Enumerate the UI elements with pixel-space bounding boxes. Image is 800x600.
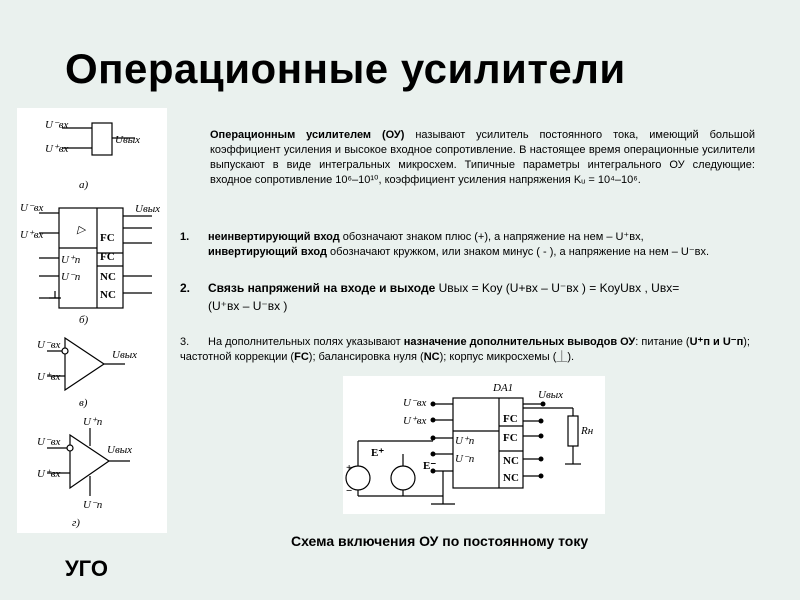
circuit-u-in-plus: U⁺вх <box>403 415 427 427</box>
inv-text: обозначают кружком, или знаком минус ( - ), а напряжение на нем – U⁻вх. <box>326 246 710 258</box>
ugo-diagrams <box>17 108 167 533</box>
ugo-label-g: г) <box>72 517 80 529</box>
circuit-u-out: Uвых <box>538 389 564 401</box>
circuit-diagram <box>343 376 605 514</box>
item-2-label: Связь напряжений на входе и выходе <box>208 281 436 295</box>
item-3-label: назначение дополнительных выводов ОУ <box>403 336 636 348</box>
ugo-label-v: в) <box>79 397 88 409</box>
circuit-e-plus: E⁺ <box>371 447 385 459</box>
ugo-b-u-in-plus: U⁺вх <box>20 229 44 241</box>
ugo-a-u-in-plus: U⁺вх <box>45 143 69 155</box>
ugo-label-a: а) <box>79 179 89 191</box>
item-3-text-d: ); балансировка нуля ( <box>308 351 424 363</box>
circuit-panel <box>343 376 605 514</box>
inv-label: инвертирующий вход <box>208 246 327 258</box>
circuit-da1: DA1 <box>493 382 514 394</box>
ugo-panel <box>17 108 167 533</box>
circuit-nc2: NC <box>503 472 519 484</box>
ugo-g-up-minus: U⁻п <box>83 499 103 511</box>
item-3-text-b: : питание ( <box>635 336 690 348</box>
page-title: Операционные усилители <box>65 45 626 92</box>
item-3-text-a: На дополнительных полях указывают <box>208 336 404 348</box>
ugo-b-fc1: FC <box>100 232 115 244</box>
ugo-label-b: б) <box>79 314 89 326</box>
ugo-g-u-in-minus: U⁻вх <box>37 436 61 448</box>
circuit-plus-sign: + <box>346 462 353 474</box>
ugo-g-u-out: Uвых <box>107 444 133 456</box>
intro-paragraph <box>210 128 755 188</box>
ugo-a-u-in-minus: U⁻вх <box>45 119 69 131</box>
ugo-a-u-out: Uвых <box>115 134 141 146</box>
circuit-fc2: FC <box>503 432 518 444</box>
circuit-fc1: FC <box>503 413 518 425</box>
ugo-label: УГО <box>65 556 108 581</box>
ugo-b-fc2: FC <box>100 251 115 263</box>
ugo-v-u-out: Uвых <box>112 349 138 361</box>
noninv-label: неинвертирующий вход <box>208 231 340 243</box>
ugo-b-nc1: NC <box>100 271 116 283</box>
item-2-formula1: Uвых = Kоу (U+вх – U⁻вх ) = KоуUвх , Uвх= <box>435 281 680 295</box>
list-item-1 <box>180 230 780 260</box>
intro-term: Операционным усилителем (ОУ) <box>210 129 405 141</box>
intro-text: называют усилитель постоянного тока, имеющий большой коэффициент усиления и высокое входное сопротивление. В настоящее время операционные усилители выпускают в виде интегральных микросхем. Типичные параметры интегрального ОУ следующие: входное сопротивление 10⁶–10¹⁰, коэффициент усиления напряжения Kᵤ = 10⁴–10⁶. <box>210 129 755 186</box>
ugo-b-u-in-minus: U⁻вх <box>20 202 44 214</box>
circuit-e-minus: E⁻ <box>423 460 437 472</box>
ugo-v-u-in-minus: U⁻вх <box>37 339 61 351</box>
item-3-fc: FC <box>294 351 309 363</box>
item-1-number: 1. <box>180 231 190 243</box>
ugo-b-up-plus: U⁺п <box>61 254 81 266</box>
circuit-u-in-minus: U⁻вх <box>403 397 427 409</box>
noninv-text: обозначают знаком плюс (+), а напряжение на нем – U⁺вх, <box>339 231 644 243</box>
circuit-rn: Rн <box>581 425 594 437</box>
list-item-2 <box>180 279 780 315</box>
ugo-g-u-in-plus: U⁺вх <box>37 468 61 480</box>
ugo-b-triangle: ▷ <box>77 224 86 236</box>
ugo-b-u-out: Uвых <box>135 203 161 215</box>
ugo-b-up-minus: U⁻п <box>61 271 81 283</box>
item-2-formula2: (U⁺вх – U⁻вх ) <box>208 299 288 313</box>
circuit-up-plus: U⁺п <box>455 435 475 447</box>
item-3-text-e: ); корпус микросхемы (⏊). <box>439 351 575 363</box>
item-3-power: U⁺п и U⁻п <box>689 336 744 348</box>
item-3-text-c: ); частотной коррекции ( <box>180 336 750 363</box>
list-item-3 <box>180 335 780 365</box>
item-3-nc: NC <box>423 351 440 363</box>
circuit-minus-sign: − <box>346 485 353 497</box>
ugo-b-nc2: NC <box>100 289 116 301</box>
item-3-number: 3. <box>180 336 190 348</box>
circuit-caption: Схема включения ОУ по постоянному току <box>291 533 589 549</box>
ugo-v-u-in-plus: U⁺вх <box>37 371 61 383</box>
ugo-g-up-plus: U⁺п <box>83 416 103 428</box>
circuit-nc1: NC <box>503 455 519 467</box>
circuit-up-minus: U⁻п <box>455 453 475 465</box>
item-2-number: 2. <box>180 281 191 295</box>
